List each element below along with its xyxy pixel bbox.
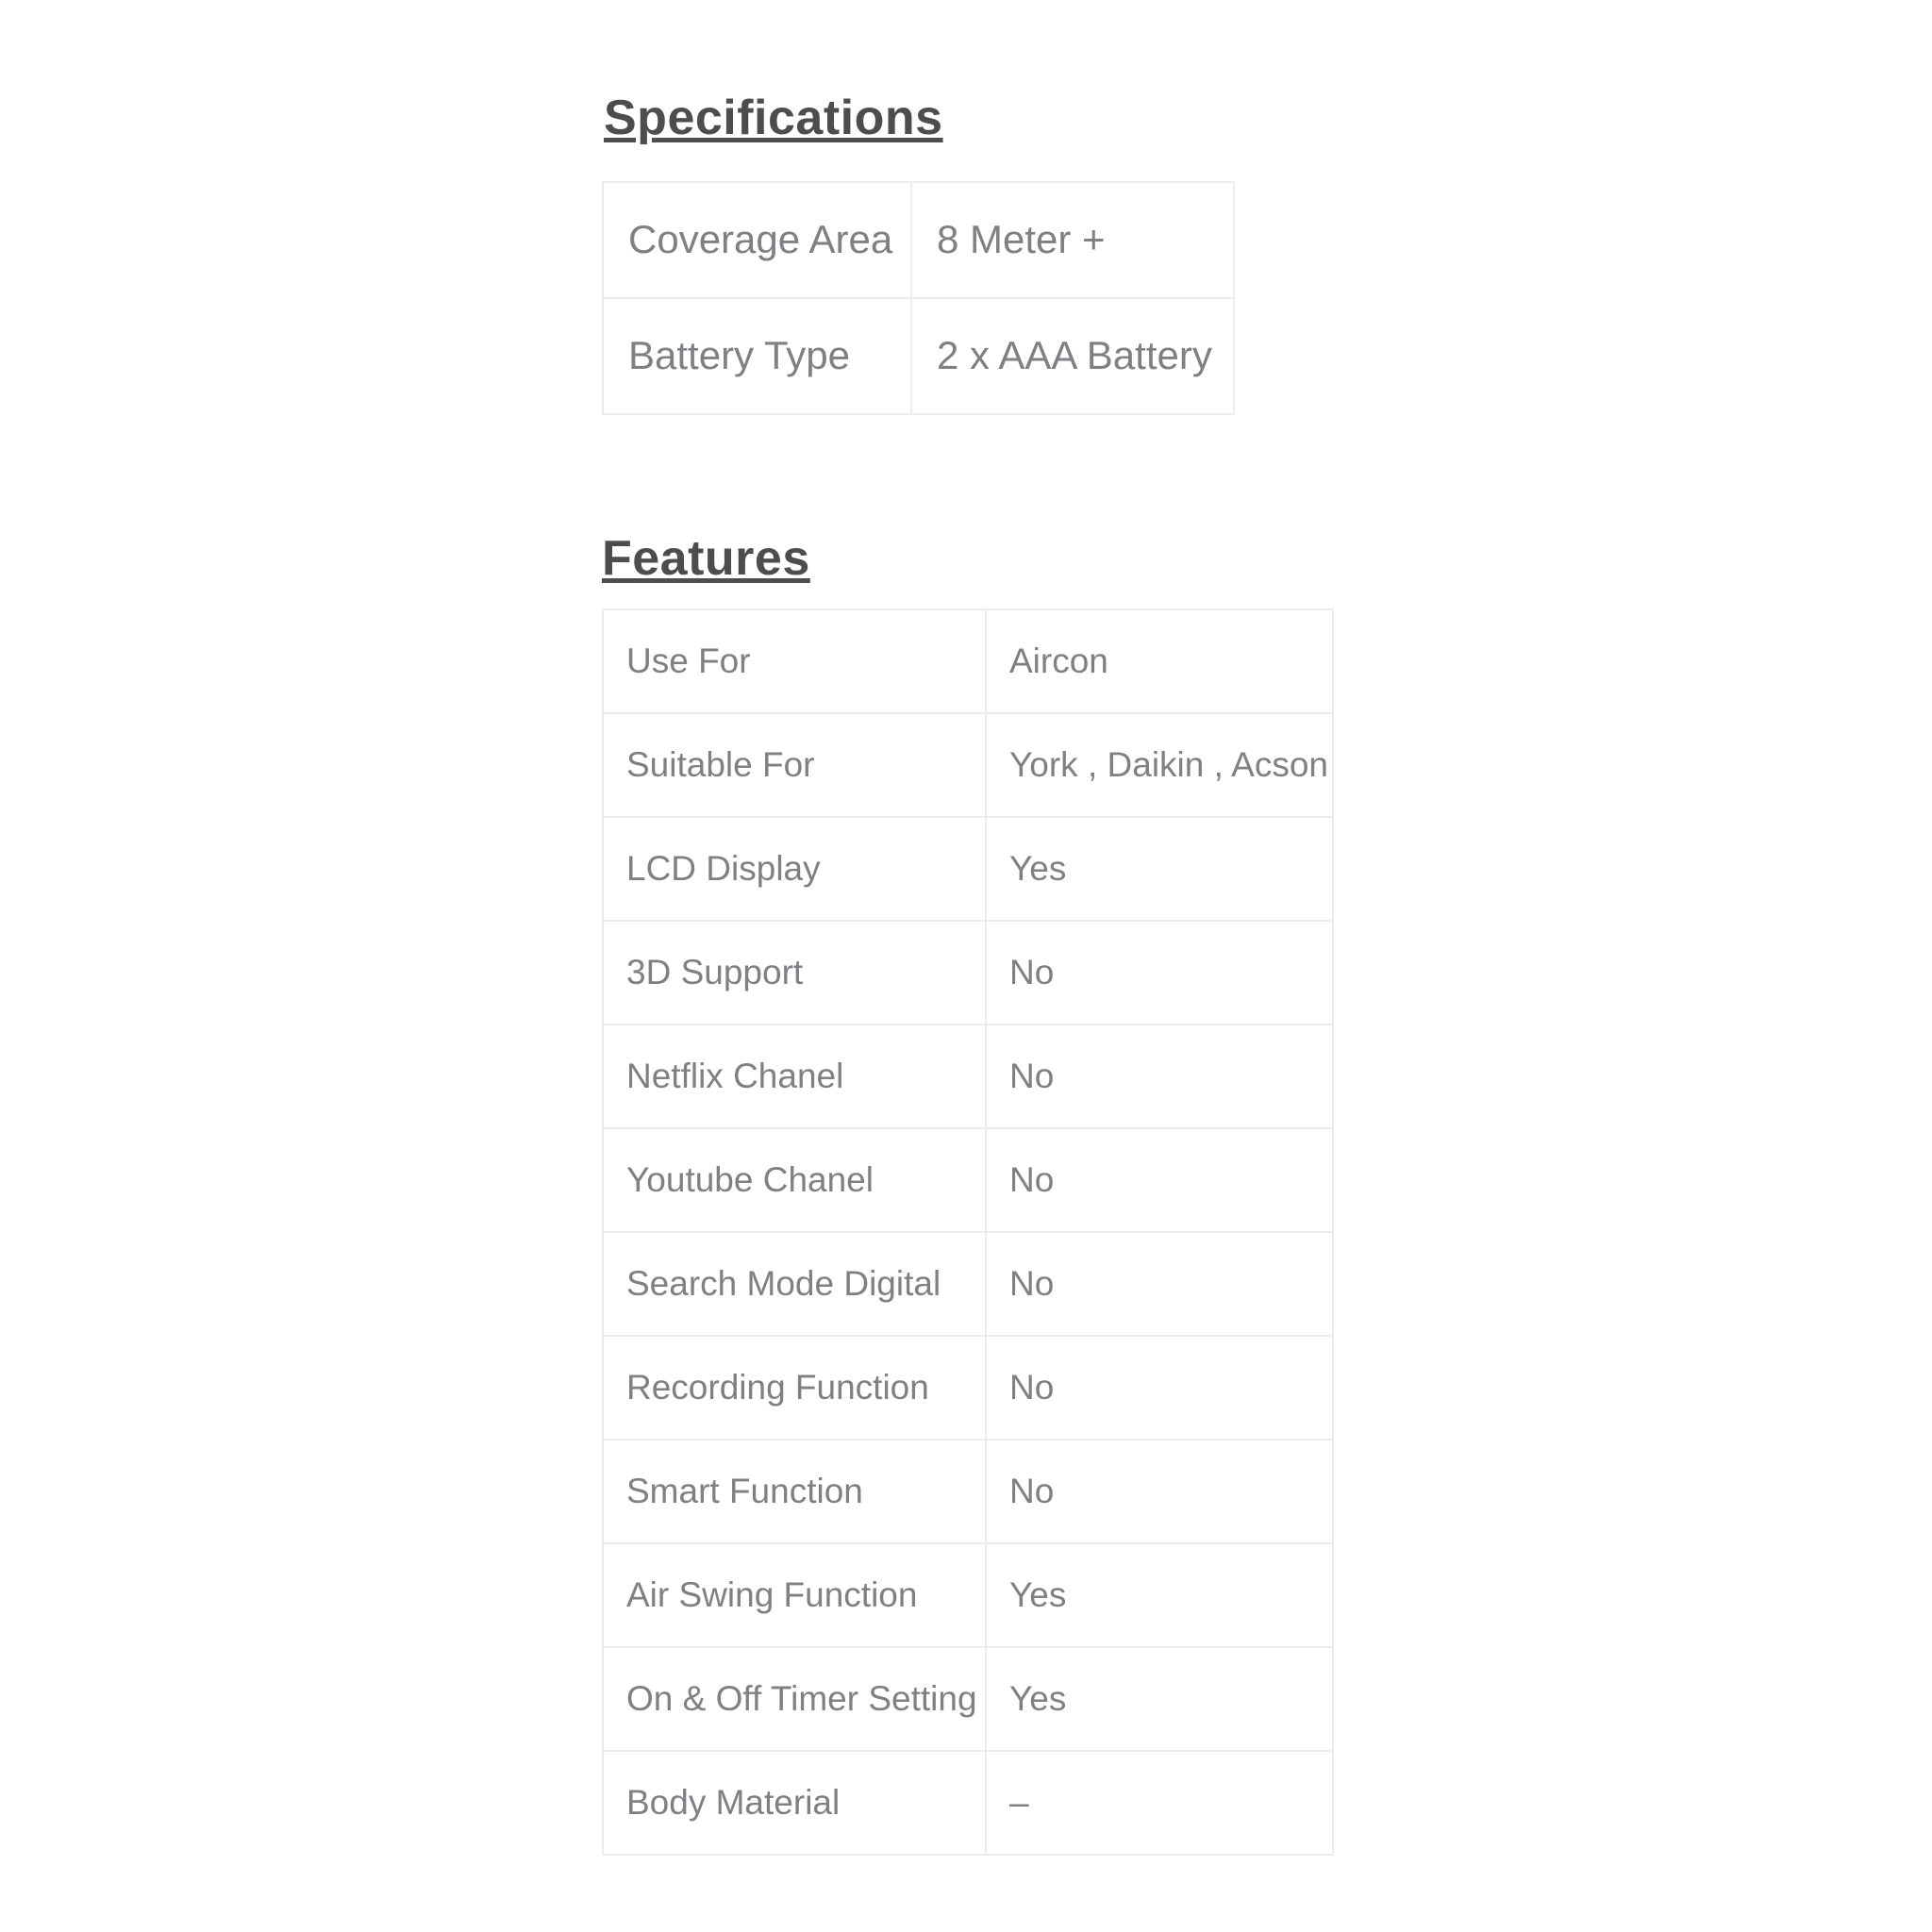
row-value: No (986, 921, 1333, 1024)
table-row (603, 298, 1234, 414)
row-value: 2 x AAA Battery (911, 298, 1234, 414)
row-label: LCD Display (603, 817, 986, 921)
row-label: Search Mode Digital (603, 1232, 986, 1336)
row-label: Use For (603, 609, 986, 713)
table-row (603, 1336, 1333, 1440)
table-row (603, 817, 1333, 921)
features-table-body (603, 609, 1333, 1855)
table-row (603, 921, 1333, 1024)
row-label: Smart Function (603, 1440, 986, 1543)
row-label: Battery Type (603, 298, 911, 414)
row-label: Recording Function (603, 1336, 986, 1440)
row-value: – (986, 1751, 1333, 1855)
table-row (603, 182, 1234, 298)
row-value: No (986, 1128, 1333, 1232)
row-label: Netflix Chanel (603, 1024, 986, 1128)
row-label: 3D Support (603, 921, 986, 1024)
row-value: Yes (986, 1543, 1333, 1647)
row-label: Body Material (603, 1751, 986, 1855)
table-row (603, 1440, 1333, 1543)
row-value: Yes (986, 817, 1333, 921)
row-value: No (986, 1440, 1333, 1543)
row-value: No (986, 1232, 1333, 1336)
table-row (603, 1543, 1333, 1647)
table-row (603, 1647, 1333, 1751)
row-value: Yes (986, 1647, 1333, 1751)
table-row (603, 609, 1333, 713)
table-row (603, 1751, 1333, 1855)
features-heading: Features (602, 531, 810, 586)
row-label: Air Swing Function (603, 1543, 986, 1647)
table-row (603, 1024, 1333, 1128)
row-label: On & Off Timer Setting (603, 1647, 986, 1751)
specifications-heading: Specifications (604, 91, 943, 145)
row-label: Youtube Chanel (603, 1128, 986, 1232)
row-value: Aircon (986, 609, 1333, 713)
row-value: 8 Meter + (911, 182, 1234, 298)
features-table (602, 608, 1334, 1856)
product-details-section (602, 0, 1932, 1932)
specifications-table-body (603, 182, 1234, 414)
row-label: Suitable For (603, 713, 986, 817)
table-row (603, 713, 1333, 817)
table-row (603, 1232, 1333, 1336)
row-value: York , Daikin , Acson (986, 713, 1333, 817)
table-row (603, 1128, 1333, 1232)
row-value: No (986, 1336, 1333, 1440)
row-label: Coverage Area (603, 182, 911, 298)
specifications-table (602, 181, 1235, 415)
row-value: No (986, 1024, 1333, 1128)
